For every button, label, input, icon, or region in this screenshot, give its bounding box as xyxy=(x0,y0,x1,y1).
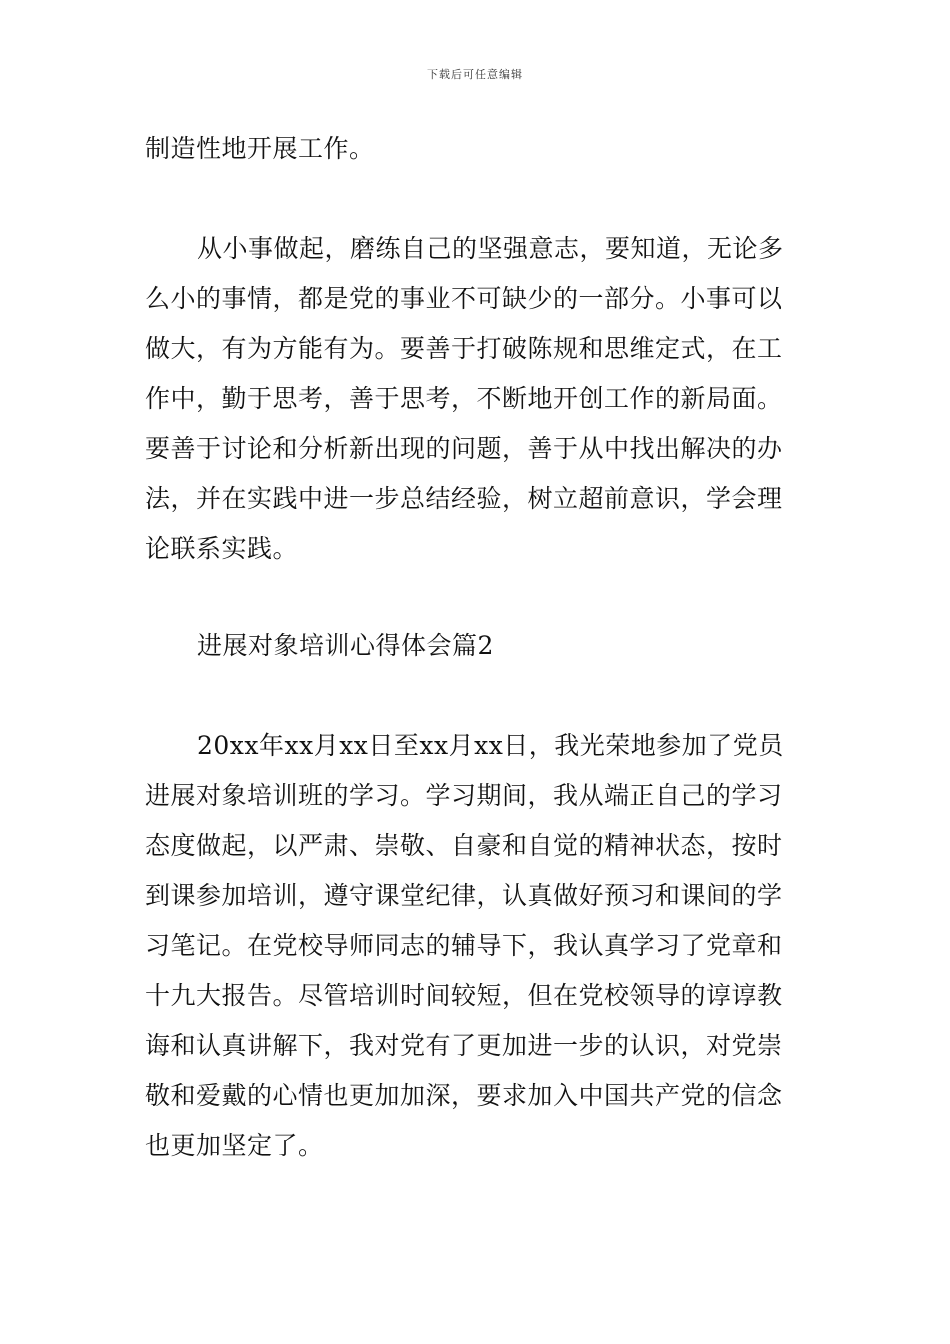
paragraph-3-line-4: 到课参加培训，遵守课堂纪律，认真做好预习和课间的学 xyxy=(145,881,783,910)
paragraph-2-line-7: 论联系实践。 xyxy=(145,534,299,563)
paragraph-3-line-7: 诲和认真讲解下，我对党有了更加进一步的认识，对党崇 xyxy=(145,1031,783,1060)
paragraph-2-line-1: 从小事做起，磨练自己的坚强意志，要知道，无论多 xyxy=(197,234,784,263)
paragraph-2-line-3: 做大，有为方能有为。要善于打破陈规和思维定式，在工 xyxy=(145,334,783,363)
paragraph-2-line-2: 么小的事情，都是党的事业不可缺少的一部分。小事可以 xyxy=(145,284,783,313)
paragraph-3-line-2: 进展对象培训班的学习。学习期间，我从端正自己的学习 xyxy=(145,781,783,810)
paragraph-2-line-5: 要善于讨论和分析新出现的问题，善于从中找出解决的办 xyxy=(145,434,783,463)
paragraph-2-line-4: 作中，勤于思考，善于思考，不断地开创工作的新局面。 xyxy=(145,384,783,413)
paragraph-2-line-6: 法，并在实践中进一步总结经验，树立超前意识，学会理 xyxy=(145,484,783,513)
paragraph-3-line-3: 态度做起，以严肃、崇敬、自豪和自觉的精神状态，按时 xyxy=(145,831,783,860)
paragraph-3-line-8: 敬和爱戴的心情也更加加深，要求加入中国共产党的信念 xyxy=(145,1081,783,1110)
paragraph-3-line-1: 20xx年xx月xx日至xx月xx日，我光荣地参加了党员 xyxy=(197,731,784,760)
paragraph-3-line-6: 十九大报告。尽管培训时间较短，但在党校领导的谆谆教 xyxy=(145,981,783,1010)
section-title: 进展对象培训心得体会篇2 xyxy=(197,631,494,660)
paragraph-3-line-5: 习笔记。在党校导师同志的辅导下，我认真学习了党章和 xyxy=(145,931,783,960)
paragraph-3-line-9: 也更加坚定了。 xyxy=(145,1131,324,1160)
header-note: 下载后可任意编辑 xyxy=(427,68,523,81)
paragraph-1-line-1: 制造性地开展工作。 xyxy=(145,134,375,163)
